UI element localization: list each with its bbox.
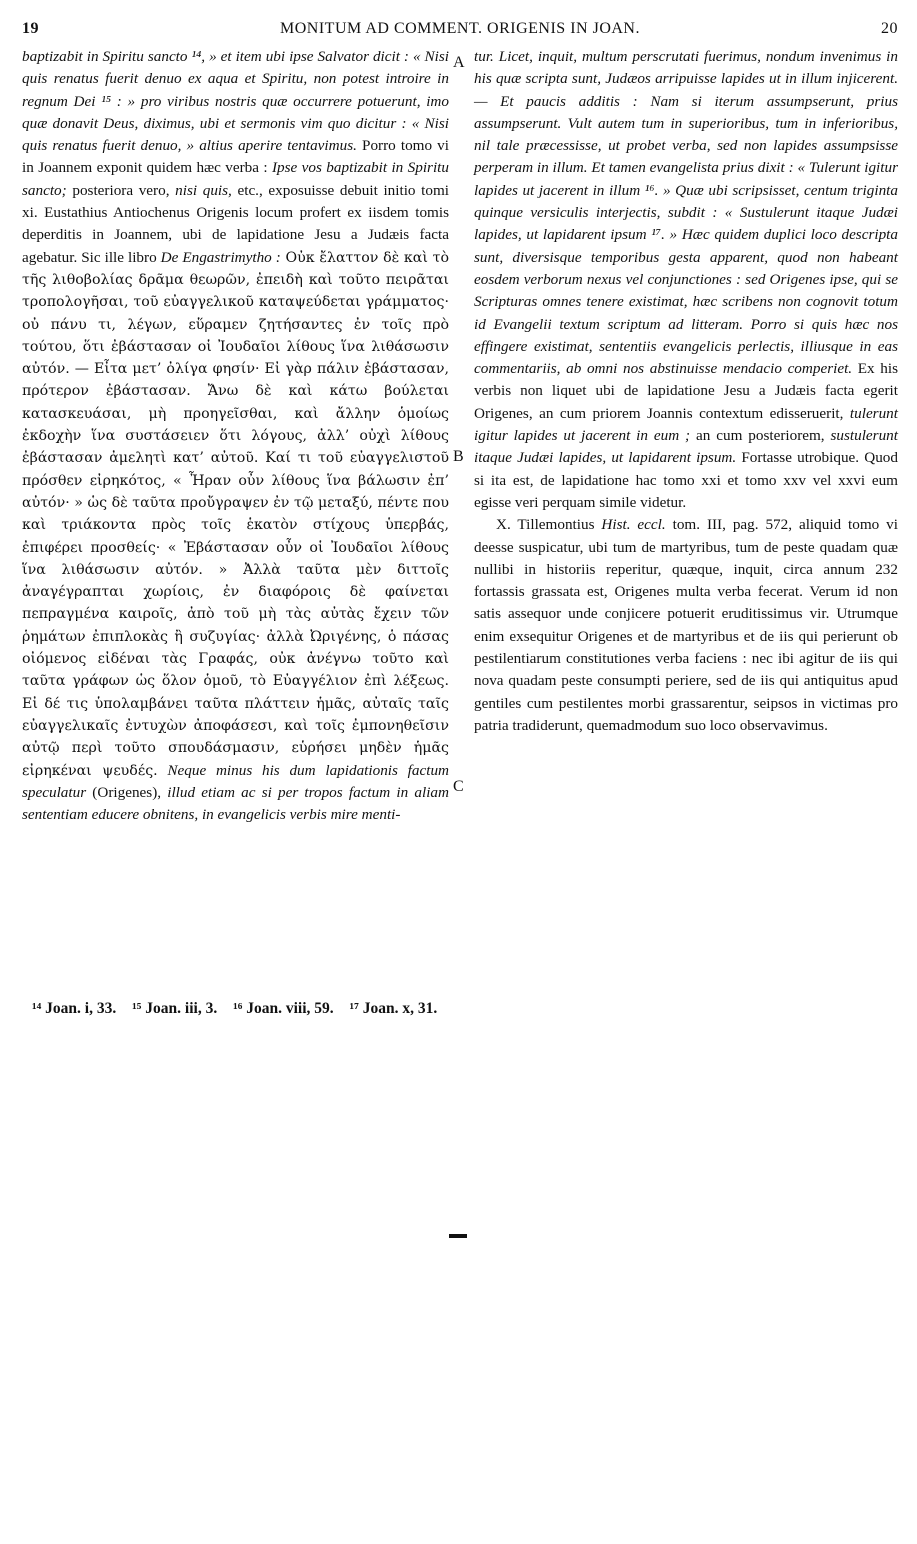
text-run: (Origenes), xyxy=(86,783,162,801)
text-run: Porro tomo vi in Joannem exponit quidem hæc verba : xyxy=(22,137,449,177)
left-column xyxy=(22,46,449,826)
text-run: Ipse vos baptizabit in Spiritu sancto; xyxy=(22,159,449,199)
text-run: an cum posteriorem, xyxy=(690,427,831,445)
text-run: etc., exposuisse debuit initio tomi xi. Eustathius Antiochenus Origenis locum profert ex iisdem tomis deperditis in Joannem, ubi de lapidatione Jesu a Judæis facta agebatur. Sic ille libro xyxy=(22,181,449,266)
text-run: De Engastrimytho : xyxy=(160,248,281,266)
page-number-left: 19 xyxy=(22,20,39,37)
text-run: posteriora vero, xyxy=(66,181,176,199)
margin-mark-b: B xyxy=(453,448,464,465)
margin-mark-a: A xyxy=(453,54,465,71)
footnote: ¹⁵ Joan. iii, 3. xyxy=(132,1000,218,1017)
text-run: tom. III, pag. 572, aliquid tomo vi deesse suspicatur, ubi tum de martyribus, tum de peste quadam quæ nullibi in historiis reperitur, quæque, inquit, circa annum 232 fortassis grassata est, Origenes multa verba fecerat. Verum id non satis assequor unde conjicere potuerit eruditissimus vir. Utrumque enim exsequitur Origenes et de martyribus et de iis qui perierunt ob pestilentiarum constitutiones verba faciens : nec ibi agitur de iis qui nova quadam peste consumpti periere, sed de iis qui antiquitus apud gentiles cum pestilentes morbi grassarentur, seipsos in victimas pro patria tradiderunt, quemadmodum suo loco observavimus. xyxy=(474,516,898,734)
text-run: nisi quis, xyxy=(175,181,232,199)
left-paragraph xyxy=(22,46,449,826)
end-rule xyxy=(449,1234,467,1238)
margin-mark-c: C xyxy=(453,778,464,795)
text-run: tulerunt igitur lapides ut jacerent in eum ; xyxy=(474,404,898,445)
text-run: Ex his verbis non liquet ubi de lapidatione Jesu a Judæis facta egerit Origenes, an cum priorem Joannis contextum edisseruerit, xyxy=(474,360,898,422)
running-title: MONITUM AD COMMENT. ORIGENIS IN JOAN. xyxy=(280,20,640,37)
right-paragraph-x xyxy=(474,514,898,737)
text-run: illud etiam ac si per tropos factum in aliam sententiam educere obnitens, in evangelicis verbis mire menti- xyxy=(22,783,449,824)
footnote: ¹⁴ Joan. i, 33. xyxy=(32,1000,117,1017)
right-paragraph xyxy=(474,46,898,514)
text-run: baptizabit in Spiritu sancto ¹⁴, » et item ubi ipse Salvator dicit : « Nisi quis renatus fuerit denuo ex aqua et Spiritu, non potest introire in regnum Dei ¹⁵ : » pro viribus nostris quæ occurrere potuerunt, imo quæ donavit Deus, diximus, ubi et sermonis vim quo dicitur : « Nisi quis renatus fuerit denuo, » altius aperire tentavimus. xyxy=(22,48,449,155)
running-header xyxy=(22,20,898,44)
footnotes xyxy=(32,1000,892,1018)
text-run: X. Tillemontius xyxy=(496,516,602,534)
right-column xyxy=(474,46,898,737)
footnote: ¹⁶ Joan. viii, 59. xyxy=(233,1000,334,1017)
page-number-right: 20 xyxy=(881,20,898,37)
text-run: Hist. eccl. xyxy=(601,516,666,534)
text-run: tur. Licet, inquit, multum perscrutati fuerimus, nondum invenimus in his quæ scripta sunt, Judæos arripuisse lapides ut in illum injicerent. — Et paucis additis : Nam si iterum assumpserunt, prius assumpserunt. Vult autem tum in superioribus, tum in inferioribus, nil tale præcessisse, ut probet verba, sed non lapides assumpsisse perperam in illum. Et tamen evangelista prius dixit : « Tulerunt igitur lapides ut jacerent in illum ¹⁶. » Quæ ubi scripsisset, centum triginta quinque versiculis interjectis, subdit : « Sustulerunt itaque Judæi lapides, ut lapidarent ipsum ¹⁷. » Hæc quidem duplici loco descripta sunt, diversisque temporibus gesta apparent, quod non habeant eosdem verborum nexus vel conjunctiones : sed Origenes ipse, qui se Scripturas omnes tenere existimat, hæc scribens non cognovit totum id Evangelii textum scriptum ad litteram. Porro si quis hæc nos effingere existimat, sententiis evangelicis perlectis, illiusque in eas commentariis, ab omni nos abstinuisse mendacio comperiet. xyxy=(474,48,898,378)
text-run: Fortasse utrobique. Quod si ita est, de lapidatione hac tomo xxi et tomo xxv vel xxvi eum egisse veri perquam simile videtur. xyxy=(474,449,898,511)
text-run: sustulerunt itaque Judæi lapides, ut lapidarent ipsum. xyxy=(474,427,898,467)
greek-quotation: Οὐκ ἔλαττον δὲ καὶ τὸ τῆς λιθοβολίας δρᾶμα θεωρῶν, ἐπειδὴ καὶ τοῦτο πειρᾶται τροπολογῆσαι, τοῦ εὐαγγελικοῦ καταψεύδεται γράμματος· οὐ πάνυ τι, λέγων, εὕραμεν ζητήσαντες ἐν τοῖς πρὸ τούτου, ὅτι ἐβάστασαν οἱ Ἰουδαῖοι λίθους ἵνα λιθάσωσιν αὐτόν. — Εἶτα μετ’ ὀλίγα φησίν· Εἰ γὰρ πάλιν ἐβάστασαν, πρότερον ἐβάστασαν. Ἄνω δὲ καὶ κάτω βούλεται κατασκευάσαι, μὴ προηγεῖσθαι, καὶ ἄλλην ὁμοίως ἐκδοχὴν ἵνα συστάσειεν ὅτι λόγους, ἀλλ’ οὐχὶ λίθους ἐβάστασαν ἀμελητὶ κατ’ αὐτοῦ. Καί τι τοῦ εὐαγγελιστοῦ πρόσθεν εἰρηκότος, « Ἦραν οὖν λίθους ἵνα βάλωσιν ἐπ’ αὐτόν· » ὡς δὲ ταῦτα προὔγραψεν ἐν τῷ μεταξύ, πέντε που καὶ τριάκοντα πρὸς τοῖς ἑκατὸν στίχους ὑπερβάς, ἐπιφέρει προσθείς· « Ἐβάστασαν οὖν οἱ Ἰουδαῖοι λίθους ἵνα λιθάσωσιν αὐτόν. » Ἀλλὰ ταῦτα μὲν διττοῖς ἀναγέγραπται χωρίοις, ἐν διαφόροις δὲ φαίνεται πεπραγμένα καιροῖς, ἀπὸ τοῦ μὴ τὰς αὐτὰς ἔχειν τῶν ῥημάτων ἐπιπλοκὰς ἢ συζυγίας· ἀλλὰ Ὠριγένης, ὁ πάσας οἰόμενος εἰδέναι τὰς Γραφάς, οὐκ ἀνέγνω τοῦτο καὶ ταῦτα γράφων ὡς ὅλον ὁμοῦ, τὸ Εὐαγγέλιον ἐπὶ λέξεως. Εἰ δέ τις ὑπολαμβάνει ταῦτα πλάττειν ἡμᾶς, αὐταῖς ταῖς εὐαγγελικαῖς ἐντυχὼν ἀποφάσεσι, καὶ τοῖς ἐμπονηθεῖσιν αὐτῷ περὶ τοῦτο σπουδάσμασιν, εὑρήσει μηδὲν ἡμᾶς εἰρηκέναι ψευδές. xyxy=(22,249,450,779)
text-run: Neque minus his dum lapidationis factum speculatur xyxy=(22,761,449,801)
footnote: ¹⁷ Joan. x, 31. xyxy=(349,1000,438,1017)
